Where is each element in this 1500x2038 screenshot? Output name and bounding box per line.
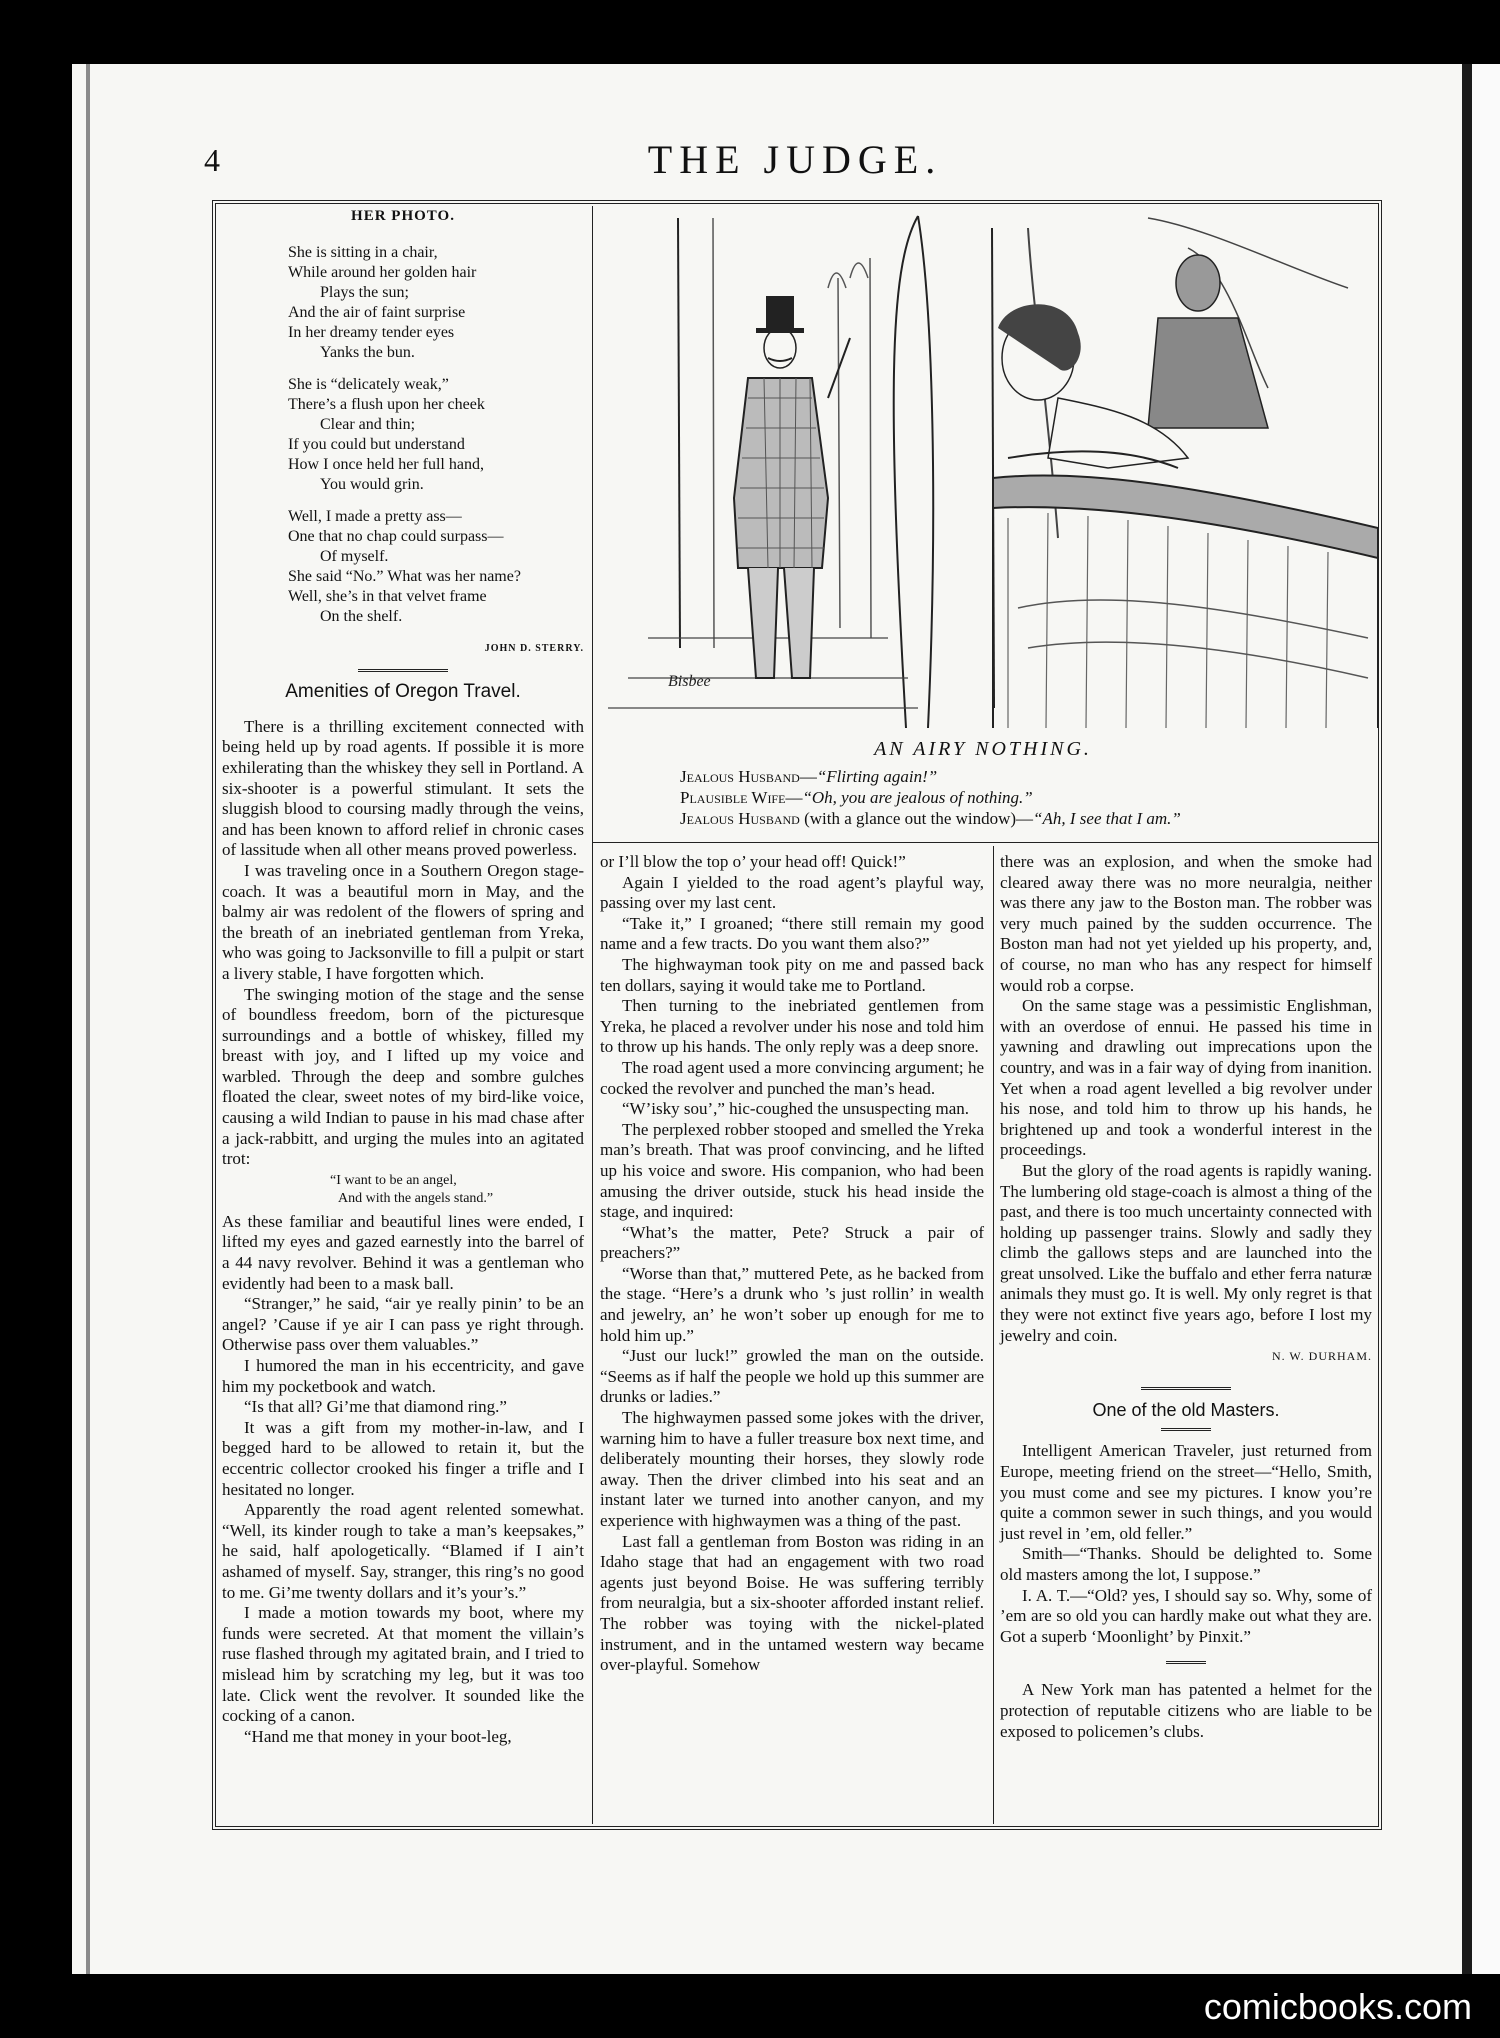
caption-speaker-3: Jealous Husband xyxy=(680,809,800,828)
page-header xyxy=(200,132,1390,192)
song-quote xyxy=(222,1172,584,1208)
caption-text-1: “Flirting again!” xyxy=(816,767,938,786)
poem-stanza xyxy=(288,507,584,627)
cartoon-caption-title: AN AIRY NOTHING. xyxy=(874,738,1092,760)
story-paragraph: “Take it,” I groaned; “there still remain my good name and a few tracts. Do you want them also?” xyxy=(600,913,984,954)
poem-title: HER PHOTO. xyxy=(351,208,455,224)
story-paragraph: I. A. T.—“Old? yes, I should say so. Why, some of ’em are so old you can hardly make out what they are. Got a superb ‘Moonlight’ by Pinxit.” xyxy=(1000,1585,1372,1646)
section-divider-2 xyxy=(1141,1387,1231,1390)
cartoon-bottom-rule xyxy=(592,842,1378,843)
story-paragraph: Apparently the road agent relented somewhat. “Well, its kinder rough to take a man’s keepsakes,” he said, half apologetically. “Blamed if I ain’t ashamed of myself. Say, stranger, this ring’s no good to me. Gi’me twenty dollars and it’s your’s.” xyxy=(222,1500,584,1602)
caption-speaker-2: Plausible Wife— xyxy=(680,788,803,807)
story-paragraph: “Is that all? Gi’me that diamond ring.” xyxy=(244,1397,507,1417)
story-paragraph: “Just our luck!” growled the man on the outside. “Seems as if half the people we hold up this summer are drunks or ladies.” xyxy=(600,1346,984,1407)
poem-line: One that no chap could surpass— xyxy=(288,527,504,545)
poem-stanza xyxy=(288,375,584,495)
story-paragraph: Intelligent American Traveler, just returned from Europe, meeting friend on the street—“Hello, Smith, you must come and see my pictures. I know you’re quite a common sewer in such things, and you would just revel in ’em, old feller.” xyxy=(1000,1441,1372,1543)
cartoon-illustration xyxy=(588,208,1378,728)
poem-line: She is “delicately weak,” xyxy=(288,375,449,393)
story-paragraph: “Hand me that money in your boot-leg, xyxy=(244,1726,512,1746)
poem-line: There’s a flush upon her cheek xyxy=(288,395,485,413)
cartoon-caption xyxy=(680,766,1380,829)
story-paragraph: There is a thrilling excitement connected with being held up by road agents. If possible it is more exhilerating than the whiskey they sell in Portland. A six-shooter is a powerful stimulant. It sets the sluggish blood to coursing madly through the veins, and has been known to afford relief in chronic cases of lassitude when all other means proved powerless. xyxy=(222,716,584,860)
poem-line: If you could but understand xyxy=(288,435,465,453)
section-divider xyxy=(358,669,448,672)
story-paragraph: Last fall a gentleman from Boston was riding in an Idaho stage that had an engagement with two road agents just beyond Boise. He was suffering terribly from neuralgia, but a six-shooter afforded instant relief. The robber was toying with the nickel-plated instrument, and in the untamed western way became over-playful. Somehow xyxy=(600,1531,984,1675)
poem-byline: JOHN D. STERRY. xyxy=(484,642,584,654)
column-rule-2 xyxy=(993,846,994,1824)
poem-line: You would grin. xyxy=(320,475,424,493)
husband-figure xyxy=(734,296,850,678)
story-paragraph: The highwaymen passed some jokes with the driver, warning him to have a fuller treasure box next time, and deliberately mounting their horses, they slowly rode away. Then the driver climbed into his seat and an instant later we turned into another canyon, and my experience with highwaymen was a thing of the past. xyxy=(600,1408,984,1530)
poem-stanza xyxy=(288,243,584,363)
poem-line: She said “No.” What was her name? xyxy=(288,567,521,585)
poem-line: While around her golden hair xyxy=(288,263,477,281)
poem-line: She is sitting in a chair, xyxy=(288,243,438,261)
masters-body xyxy=(1000,1441,1372,1647)
story-paragraph: I made a motion towards my boot, where my funds were secreted. At that moment the villain’s ruse flashed through my agitated brain, and I tried to mislead him by scratching my leg, but it was too late. Click went the revolver. It sounded like the cocking of a canon. xyxy=(222,1603,584,1726)
story-paragraph: “What’s the matter, Pete? Struck a pair of preachers?” xyxy=(600,1222,984,1263)
watermark: comicbooks.com xyxy=(1203,1986,1472,2027)
poem-line: And the air of faint surprise xyxy=(288,303,466,321)
story-part-1 xyxy=(222,717,584,1170)
page-gutter xyxy=(1462,64,1472,1974)
caption-line-1 xyxy=(680,766,1380,787)
song-line-1: “I want to be an angel, xyxy=(330,1172,457,1188)
story-paragraph: “Stranger,” he said, “air ye really pinin’ to be an angel? ’Cause if ye air I can pass ye right through. Otherwise pass over them valuables.” xyxy=(222,1294,584,1355)
section-divider-4 xyxy=(1166,1661,1206,1664)
masters-title: One of the old Masters. xyxy=(1092,1399,1280,1420)
caption-text-3: “Ah, I see that I am.” xyxy=(1033,809,1181,828)
story-part-4 xyxy=(1000,852,1372,1346)
song-line-2: And with the angels stand.” xyxy=(338,1190,494,1206)
poem-line: Clear and thin; xyxy=(320,415,416,433)
story-title: Amenities of Oregon Travel. xyxy=(285,681,521,703)
page-number: 4 xyxy=(204,142,220,178)
poem-line: On the shelf. xyxy=(320,607,403,625)
caption-speaker-1: Jealous Husband— xyxy=(680,767,817,786)
story-paragraph: The highwayman took pity on me and passed back ten dollars, saying it would take me to Portland. xyxy=(600,954,984,995)
right-panel xyxy=(992,218,1378,728)
left-panel xyxy=(608,216,933,728)
section-divider-3 xyxy=(1161,1428,1211,1431)
column-3 xyxy=(1000,852,1372,1742)
story-signature: N. W. DURHAM. xyxy=(1271,1349,1372,1364)
story-paragraph: “Worse than that,” muttered Pete, as he backed from the stage. “Here’s a drunk who ’s just rollin’ in wealth and jewelry, an’ he won’t sober up enough for me to hold him up.” xyxy=(600,1263,984,1345)
artist-signature: Bisbee xyxy=(668,673,711,690)
column-2 xyxy=(600,852,984,1676)
poem-line: Of myself. xyxy=(320,547,389,565)
story-paragraph: Smith—“Thanks. Should be delighted to. Some old masters among the lot, I suppose.” xyxy=(1000,1544,1372,1584)
column-1 xyxy=(222,206,584,1747)
window-husband xyxy=(1148,255,1268,428)
helmet-paragraph: A New York man has patented a helmet for the protection of reputable citizens who are liable to be exposed to policemen’s clubs. xyxy=(1000,1680,1372,1741)
story-paragraph: But the glory of the road agents is rapidly waning. The lumbering old stage-coach is almost a thing of the past, and there is too much uncertainty connected with holding up passenger trains. Slowly and sadly they climb the gallows steps and are launched into the great unsolved. Like the buffalo and ether ferra naturæ animals they must go. It is well. My only regret is that they were not extinct five years ago, before I lost my jewelry and coin. xyxy=(1000,1160,1372,1345)
story-paragraph: I was traveling once in a Southern Oregon stage-coach. It was a beautiful morn in May, and the balmy air was redolent of the flowers of spring and the breath of an inebriated gentleman from Yreka, who was going to Jacksonville to fill a pulpit or start a livery stable, I have forgotten which. xyxy=(222,860,584,983)
poem-line: How I once held her full hand, xyxy=(288,455,484,473)
story-paragraph: “W’isky sou’,” hic-coughed the unsuspecting man. xyxy=(622,1099,969,1119)
story-paragraph: Again I yielded to the road agent’s playful way, passing over my last cent. xyxy=(600,872,984,913)
story-part-3 xyxy=(600,852,984,1676)
poem-line: In her dreamy tender eyes xyxy=(288,323,455,341)
caption-line-2 xyxy=(680,787,1380,808)
poem-line: Plays the sun; xyxy=(320,283,409,301)
story-paragraph: or I’ll blow the top o’ your head off! Quick!” xyxy=(600,852,906,871)
next-page-edge xyxy=(1472,64,1500,1974)
story-paragraph: there was an explosion, and when the smoke had cleared away there was no more neuralgia, neither was there any jaw to the Boston man. The robber was very much pained by the sudden occurrence. The Boston man had not yet yielded up his property, and, of course, no man who has any respect for himself would rob a corpse. xyxy=(1000,852,1372,995)
story-paragraph: The road agent used a more convincing argument; he cocked the revolver and punched the man’s head. xyxy=(600,1057,984,1098)
page-fold-shadow xyxy=(86,64,90,1974)
caption-text-2: “Oh, you are jealous of nothing.” xyxy=(802,788,1033,807)
story-paragraph: It was a gift from my mother-in-law, and I begged hard to be allowed to retain it, but the eccentric collector crooked his finger a trifle and I hesitated no longer. xyxy=(222,1417,584,1499)
poem-line: Well, I made a pretty ass— xyxy=(288,507,462,525)
story-paragraph: Then turning to the inebriated gentlemen from Yreka, he placed a revolver under his nose and told him to throw up his hands. The only reply was a deep snore. xyxy=(600,996,984,1057)
poem-body xyxy=(222,243,584,627)
story-paragraph: The perplexed robber stooped and smelled the Yreka man’s breath. That was proof convincing, and he lifted up his voice and swore. His companion, who had been amusing the driver outside, stuck his head inside the stage, and inquired: xyxy=(600,1119,984,1222)
poem-line: Yanks the bun. xyxy=(320,343,415,361)
masthead-title: THE JUDGE. xyxy=(647,137,943,182)
caption-line-3 xyxy=(680,808,1380,829)
poem-line: Well, she’s in that velvet frame xyxy=(288,587,487,605)
balcony-railing xyxy=(993,475,1378,728)
story-part-2 xyxy=(222,1212,584,1747)
story-paragraph: I humored the man in his eccentricity, and gave him my pocketbook and watch. xyxy=(222,1356,584,1396)
story-paragraph: As these familiar and beautiful lines were ended, I lifted my eyes and gazed earnestly into the barrel of a 44 navy revolver. Behind it was a gentleman who evidently had been to a mask ball. xyxy=(222,1211,584,1293)
story-paragraph: The swinging motion of the stage and the sense of boundless freedom, born of the picturesque surroundings and a bottle of whiskey, filled my breast with joy, and I lifted up my voice and warbled. Through the deep and sombre gulches floated the clear, sweet notes of my bird-like voice, causing a wild Indian to pause in his mad chase after a jack-rabbitt, and urging the mules into an agitated trot: xyxy=(222,984,584,1169)
story-paragraph: On the same stage was a pessimistic Englishman, with an overdose of ennui. He passed his time in yawning and drawling out imprecations upon the country, and was in a fair way of dying from inanition. Yet when a road agent levelled a big revolver under his nose, and told him to throw up his hands, he brightened up and took a wonderful interest in the proceedings. xyxy=(1000,996,1372,1160)
caption-stage-direction: (with a glance out the window)— xyxy=(799,809,1034,828)
